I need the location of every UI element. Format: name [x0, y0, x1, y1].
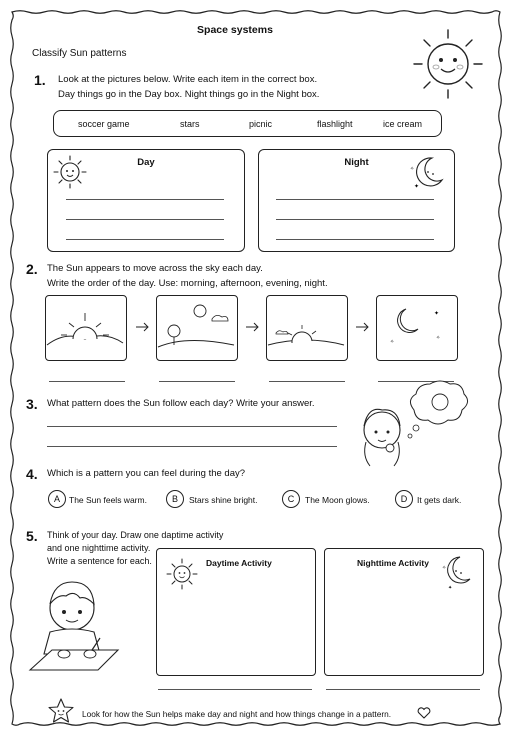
word-bank-item: ice cream — [383, 119, 423, 129]
svg-text:✧: ✧ — [410, 166, 415, 172]
option-b-bubble[interactable]: B — [166, 490, 184, 508]
arrow-right-icon — [246, 322, 260, 332]
q5-line3: Write a sentence for each. — [47, 556, 152, 566]
word-bank-item: soccer game — [78, 119, 130, 129]
svg-text:✧: ✧ — [436, 335, 441, 341]
sun-icon — [50, 152, 90, 192]
q1-line1: Look at the pictures below. Write each item in the correct box. — [58, 74, 318, 85]
q2-number: 2. — [26, 261, 38, 277]
star-icon — [47, 697, 75, 725]
option-d-bubble[interactable]: D — [395, 490, 413, 508]
footer-tip: Look for how the Sun helps make day and night and how things change in a pattern. — [82, 709, 392, 719]
night-box-label: Night — [344, 157, 369, 168]
nighttime-activity-label: Nighttime Activity — [357, 558, 429, 568]
option-c-text: The Moon glows. — [305, 495, 370, 505]
q2-line1: The Sun appears to move across the sky each day. — [47, 263, 263, 274]
word-bank-item: stars — [180, 119, 200, 129]
q5-line2: and one nighttime activity. — [47, 543, 151, 553]
sun-icon — [408, 24, 488, 104]
girl-thinking-illustration — [350, 380, 470, 470]
daytime-activity-label: Daytime Activity — [206, 558, 272, 568]
svg-text:✧: ✧ — [442, 565, 447, 571]
word-bank-item: picnic — [249, 119, 273, 129]
q5-line1: Think of your day. Draw one daptime activity — [47, 530, 224, 540]
sunrise-scene-icon — [45, 295, 125, 359]
sunset-scene-icon — [266, 295, 346, 359]
moon-icon — [408, 152, 448, 192]
night-scene-icon — [376, 295, 456, 359]
svg-text:✦: ✦ — [414, 183, 420, 190]
moon-icon — [440, 553, 476, 593]
q4-text: Which is a pattern you can feel during the day? — [47, 468, 246, 479]
heart-icon — [417, 707, 431, 719]
option-a-text: The Sun feels warm. — [69, 495, 147, 505]
option-b-text: Stars shine bright. — [189, 495, 258, 505]
page-subtitle: Classify Sun patterns — [32, 48, 127, 59]
q3-text: What pattern does the Sun follow each day? Write your answer. — [47, 398, 315, 409]
sun-icon — [164, 556, 200, 592]
q4-number: 4. — [26, 466, 38, 482]
q1-number: 1. — [34, 72, 46, 88]
day-box-label: Day — [137, 157, 155, 168]
svg-text:✦: ✦ — [448, 585, 453, 591]
svg-text:✦: ✦ — [434, 310, 440, 317]
option-a-bubble[interactable]: A — [48, 490, 66, 508]
word-bank-item: flashlight — [317, 119, 353, 129]
arrow-right-icon — [356, 322, 370, 332]
boy-drawing-illustration — [20, 574, 130, 684]
q1-line2: Day things go in the Day box. Night things go in the Night box. — [58, 89, 320, 100]
q5-number: 5. — [26, 528, 38, 544]
page-title: Space systems — [197, 24, 273, 36]
option-c-bubble[interactable]: C — [282, 490, 300, 508]
arrow-right-icon — [136, 322, 150, 332]
option-d-text: It gets dark. — [417, 495, 462, 505]
svg-text:✧: ✧ — [390, 339, 395, 345]
q3-number: 3. — [26, 396, 38, 412]
q2-line2: Write the order of the day. Use: morning, afternoon, evening, night. — [47, 278, 328, 289]
afternoon-scene-icon — [156, 295, 236, 359]
